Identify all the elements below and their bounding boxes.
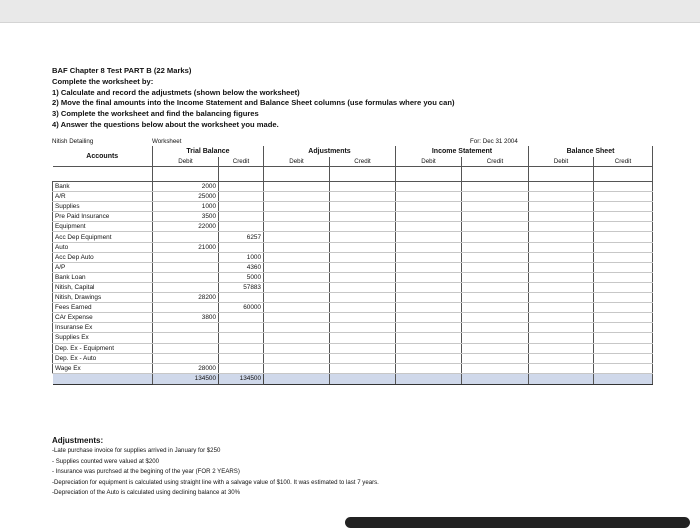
table-row [53,232,653,242]
tb-debit-cell[interactable]: 28000 [153,363,219,373]
tb-credit-cell[interactable] [219,333,264,343]
adj-credit-cell[interactable] [330,343,396,353]
tb-credit-cell[interactable] [219,353,264,363]
table-row [53,333,653,343]
instruction-line: 1) Calculate and record the adjustmets (shown below the worksheet) [52,87,300,97]
account-name[interactable]: Nitish, Capital [53,282,153,292]
bs-credit-cell[interactable] [594,333,653,343]
bs-debit-cell[interactable] [529,313,594,323]
is-credit-cell[interactable] [462,293,529,303]
adj-credit-header: Credit [330,157,396,167]
home-indicator-bar [345,517,690,528]
is-debit-cell[interactable] [396,272,462,282]
adj-debit-cell[interactable] [264,212,330,222]
is-debit-cell[interactable] [396,262,462,272]
tb-credit-cell[interactable] [219,242,264,252]
adjustments-header: Adjustments [264,146,396,157]
tb-credit-cell[interactable] [219,192,264,202]
account-rows [53,182,653,374]
bs-credit-cell[interactable] [594,343,653,353]
bs-credit-cell[interactable] [594,202,653,212]
adj-credit-cell[interactable] [330,242,396,252]
instruction-line: 3) Complete the worksheet and find the balancing figures [52,109,259,119]
balance-sheet-header: Balance Sheet [529,146,653,157]
is-debit-cell[interactable] [396,222,462,232]
bs-credit-cell[interactable] [594,363,653,373]
period-date: For: Dec 31 2004 [470,138,518,145]
is-credit-cell[interactable] [462,192,529,202]
table-row [53,323,653,333]
is-debit-cell[interactable] [396,232,462,242]
income-statement-header: Income Statement [396,146,529,157]
tb-credit-cell[interactable]: 6257 [219,232,264,242]
is-credit-cell[interactable] [462,222,529,232]
bs-credit-cell[interactable] [594,212,653,222]
adj-credit-cell[interactable] [330,323,396,333]
bs-debit-cell[interactable] [529,333,594,343]
account-name[interactable]: A/P [53,262,153,272]
tb-debit-cell[interactable] [153,343,219,353]
is-credit-cell[interactable] [462,212,529,222]
cell-adj-credit-total[interactable] [330,373,396,384]
adjustment-item: -Late purchase invoice for supplies arrived in January for $250 [52,447,221,454]
tb-credit-cell[interactable] [219,343,264,353]
adj-debit-cell[interactable] [264,252,330,262]
instruction-line: 2) Move the final amounts into the Income Statement and Balance Sheet columns (use formulas where you can) [52,98,455,108]
is-debit-cell[interactable] [396,202,462,212]
table-row [53,252,653,262]
adj-debit-cell[interactable] [264,343,330,353]
tb-credit-cell[interactable]: 4360 [219,262,264,272]
bs-credit-cell[interactable] [594,262,653,272]
bs-credit-cell[interactable] [594,232,653,242]
adj-credit-cell[interactable] [330,353,396,363]
table-row [53,182,653,192]
is-debit-cell[interactable] [396,192,462,202]
is-debit-cell[interactable] [396,343,462,353]
adj-debit-cell[interactable] [264,293,330,303]
adjustment-item: - Supplies counted were valued at $200 [52,457,160,465]
tb-debit-cell[interactable] [153,333,219,343]
table-row [53,192,653,202]
is-debit-header: Debit [396,157,462,167]
bs-debit-cell[interactable] [529,293,594,303]
adj-credit-cell[interactable] [330,333,396,343]
adj-credit-cell[interactable] [330,262,396,272]
bs-debit-cell[interactable] [529,343,594,353]
bs-debit-cell[interactable] [529,242,594,252]
is-credit-cell[interactable] [462,242,529,252]
bs-debit-cell[interactable] [529,363,594,373]
total-debit[interactable]: 134500 [153,373,219,384]
adj-debit-cell[interactable] [264,313,330,323]
tb-debit-cell[interactable] [153,262,219,272]
table-row [53,222,653,232]
tb-debit-cell[interactable] [153,232,219,242]
totals-row [53,373,653,384]
adj-debit-cell[interactable] [264,333,330,343]
is-credit-cell[interactable] [462,333,529,343]
table-row [53,212,653,222]
is-debit-cell[interactable] [396,182,462,192]
trial-balance-header: Trial Balance [153,146,264,157]
table-row [53,242,653,252]
tb-debit-cell[interactable]: 21000 [153,242,219,252]
adj-credit-cell[interactable] [330,182,396,192]
account-name[interactable]: Acc Dep Equipment [53,232,153,242]
adjustment-item: -Depreciation for equipment is calculated using straight line with a salvage value of $100. It was estimated to last 7 years. [52,478,379,486]
adj-credit-cell[interactable] [330,202,396,212]
document-type: Worksheet [152,138,182,145]
tb-debit-cell[interactable] [153,272,219,282]
is-debit-cell[interactable] [396,333,462,343]
adj-debit-cell[interactable] [264,262,330,272]
account-name[interactable]: Pre Paid Insurance [53,212,153,222]
bs-debit-cell[interactable] [529,232,594,242]
bs-credit-cell[interactable] [594,293,653,303]
tb-credit-cell[interactable] [219,363,264,373]
tb-credit-cell[interactable] [219,182,264,192]
bs-debit-cell[interactable] [529,262,594,272]
tb-debit-cell[interactable]: 2000 [153,182,219,192]
adj-debit-cell[interactable] [264,242,330,252]
cell-bs-credit-total[interactable] [594,373,653,384]
bs-credit-cell[interactable] [594,303,653,313]
bs-debit-cell[interactable] [529,252,594,262]
company-name: Nitish Detailing [52,138,94,145]
tb-credit-cell[interactable]: 60000 [219,303,264,313]
adjustments-title: Adjustments: [52,436,104,445]
tb-credit-cell[interactable] [219,293,264,303]
tb-credit-cell[interactable] [219,313,264,323]
bs-credit-cell[interactable] [594,182,653,192]
is-credit-cell[interactable] [462,313,529,323]
table-row [53,363,653,373]
adj-credit-cell[interactable] [330,212,396,222]
bs-credit-cell[interactable] [594,192,653,202]
instructions-block [52,66,455,131]
cell-is-debit-total[interactable] [396,373,462,384]
is-debit-cell[interactable] [396,313,462,323]
cell-adj-debit-total[interactable] [264,373,330,384]
tb-debit-cell[interactable]: 22000 [153,222,219,232]
bs-credit-cell[interactable] [594,282,653,292]
bs-credit-cell[interactable] [594,272,653,282]
window-top-band [0,0,700,22]
tb-debit-cell[interactable] [153,303,219,313]
spacer-row [53,167,653,182]
tb-credit-cell[interactable]: 57883 [219,282,264,292]
bs-debit-cell[interactable] [529,303,594,313]
is-debit-cell[interactable] [396,252,462,262]
account-name[interactable]: A/R [53,192,153,202]
adj-debit-cell[interactable] [264,192,330,202]
tb-debit-cell[interactable] [153,252,219,262]
is-credit-cell[interactable] [462,262,529,272]
account-name[interactable]: Dep. Ex - Auto [53,353,153,363]
total-credit[interactable]: 134500 [219,373,264,384]
tb-credit-cell[interactable] [219,222,264,232]
adj-debit-cell[interactable] [264,202,330,212]
is-credit-cell[interactable] [462,252,529,262]
header-row-groups [53,146,653,157]
cell-is-credit-total[interactable] [462,373,529,384]
account-name[interactable]: Wage Ex [53,363,153,373]
bs-debit-cell[interactable] [529,212,594,222]
instruction-title: BAF Chapter 8 Test PART B (22 Marks) [52,66,192,75]
tb-debit-cell[interactable]: 1000 [153,202,219,212]
adjustment-item: - Insurance was purchsed at the begining of the year (FOR 2 YEARS) [52,468,240,476]
adj-credit-cell[interactable] [330,282,396,292]
adj-debit-cell[interactable] [264,282,330,292]
adj-credit-cell[interactable] [330,313,396,323]
worksheet-table [52,146,653,385]
instruction-line: 4) Answer the questions below about the worksheet you made. [52,119,279,129]
table-row [53,343,653,353]
adj-debit-cell[interactable] [264,323,330,333]
adj-debit-cell[interactable] [264,222,330,232]
table-row [53,303,653,313]
bs-debit-cell[interactable] [529,202,594,212]
accounts-header: Accounts [53,146,153,167]
account-name[interactable]: CAr Expense [53,313,153,323]
bs-credit-cell[interactable] [594,222,653,232]
bs-debit-cell[interactable] [529,272,594,282]
is-debit-cell[interactable] [396,323,462,333]
bs-credit-cell[interactable] [594,242,653,252]
instruction-line: Complete the worksheet by: [52,76,154,86]
adj-debit-cell[interactable] [264,303,330,313]
account-name[interactable]: Supplies Ex [53,333,153,343]
is-credit-cell[interactable] [462,323,529,333]
adj-credit-cell[interactable] [330,363,396,373]
is-credit-cell[interactable] [462,232,529,242]
cell-bs-debit-total[interactable] [529,373,594,384]
account-name[interactable]: Equipment [53,222,153,232]
table-row [53,272,653,282]
is-credit-cell[interactable] [462,282,529,292]
account-name[interactable]: Supplies [53,202,153,212]
is-debit-cell[interactable] [396,242,462,252]
adjustments-section [52,436,379,499]
adj-debit-cell[interactable] [264,182,330,192]
adj-credit-cell[interactable] [330,303,396,313]
is-credit-cell[interactable] [462,353,529,363]
is-credit-cell[interactable] [462,363,529,373]
window-top-divider [0,22,700,23]
tb-debit-cell[interactable] [153,282,219,292]
account-name[interactable]: Nitish, Drawings [53,293,153,303]
is-credit-cell[interactable] [462,182,529,192]
is-debit-cell[interactable] [396,363,462,373]
is-debit-cell[interactable] [396,293,462,303]
adj-credit-cell[interactable] [330,222,396,232]
bs-debit-cell[interactable] [529,323,594,333]
is-debit-cell[interactable] [396,303,462,313]
bs-credit-cell[interactable] [594,323,653,333]
adj-debit-cell[interactable] [264,232,330,242]
tb-credit-header: Credit [219,157,264,167]
table-row [53,293,653,303]
tb-credit-cell[interactable] [219,212,264,222]
bs-debit-cell[interactable] [529,282,594,292]
tb-credit-cell[interactable] [219,323,264,333]
bs-credit-header: Credit [594,157,653,167]
adj-debit-cell[interactable] [264,272,330,282]
adjustment-item: -Depreciation of the Auto is calculated using declining balance at 30% [52,489,241,497]
adj-credit-cell[interactable] [330,252,396,262]
tb-debit-header: Debit [153,157,219,167]
is-credit-cell[interactable] [462,303,529,313]
adj-debit-cell[interactable] [264,363,330,373]
account-name[interactable]: Bank Loan [53,272,153,282]
account-name[interactable]: Bank [53,182,153,192]
is-debit-cell[interactable] [396,282,462,292]
tb-debit-cell[interactable] [153,353,219,363]
bs-debit-cell[interactable] [529,182,594,192]
adj-credit-cell[interactable] [330,232,396,242]
account-name[interactable]: Auto [53,242,153,252]
bs-debit-cell[interactable] [529,353,594,363]
tb-debit-cell[interactable]: 25000 [153,192,219,202]
table-row [53,282,653,292]
is-credit-cell[interactable] [462,343,529,353]
adj-credit-cell[interactable] [330,192,396,202]
bs-debit-cell[interactable] [529,192,594,202]
bs-credit-cell[interactable] [594,313,653,323]
account-name[interactable]: Dep. Ex - Equipment [53,343,153,353]
tb-debit-cell[interactable]: 3800 [153,313,219,323]
is-credit-header: Credit [462,157,529,167]
bs-debit-header: Debit [529,157,594,167]
adj-debit-header: Debit [264,157,330,167]
tb-debit-cell[interactable]: 3500 [153,212,219,222]
table-row [53,313,653,323]
tb-credit-cell[interactable]: 5000 [219,272,264,282]
is-debit-cell[interactable] [396,212,462,222]
bs-credit-cell[interactable] [594,353,653,363]
tb-debit-cell[interactable]: 28200 [153,293,219,303]
bs-debit-cell[interactable] [529,222,594,232]
tb-debit-cell[interactable] [153,323,219,333]
adj-debit-cell[interactable] [264,353,330,363]
account-name[interactable]: Insuranse Ex [53,323,153,333]
account-name[interactable]: Acc Dep Auto [53,252,153,262]
bs-credit-cell[interactable] [594,252,653,262]
table-row [53,202,653,212]
table-row [53,353,653,363]
is-credit-cell[interactable] [462,272,529,282]
is-debit-cell[interactable] [396,353,462,363]
tb-credit-cell[interactable]: 1000 [219,252,264,262]
table-row [53,262,653,272]
is-credit-cell[interactable] [462,202,529,212]
adj-credit-cell[interactable] [330,293,396,303]
tb-credit-cell[interactable] [219,202,264,212]
account-name[interactable]: Fees Earned [53,303,153,313]
adj-credit-cell[interactable] [330,272,396,282]
